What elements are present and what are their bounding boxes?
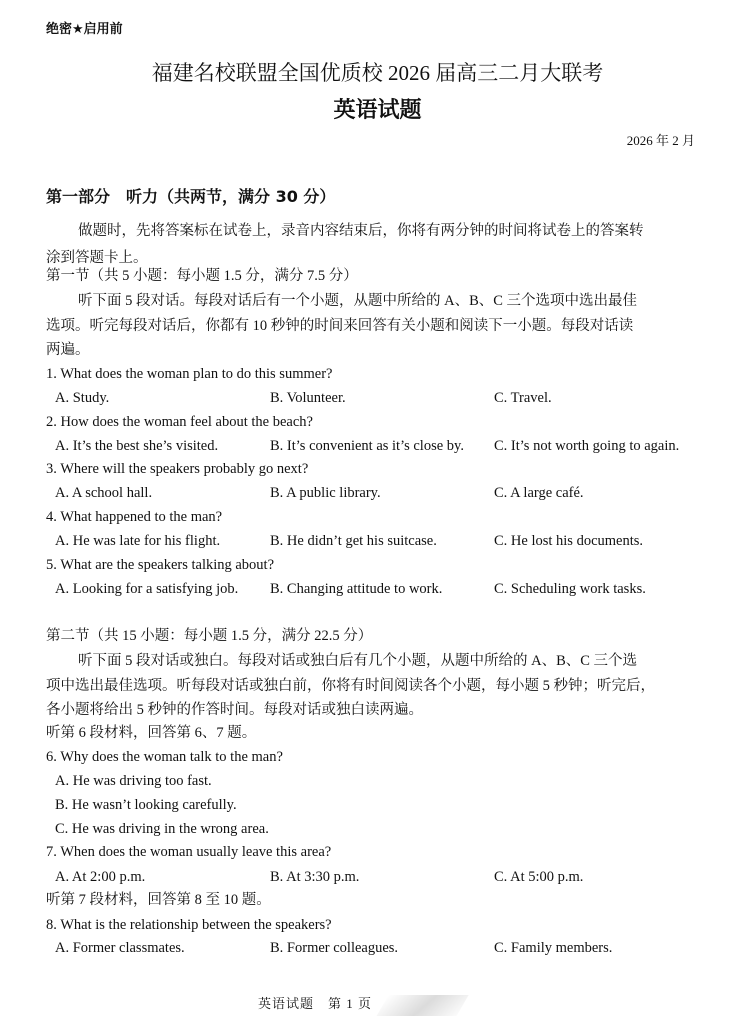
subject-title: 英语试题 [333,98,422,123]
section1-intro-line: 选项。听完每段对话后，你都有 10 秒钟的时间来回答有关小题和阅读下一小题。每段对话读 [46,318,634,334]
option-c: C. It’s not worth going to again. [494,438,680,454]
option-a: A. Study. [55,390,110,406]
section1-heading: 第一节（共 5 小题：每小题 1.5 分，满分 7.5 分） [46,268,358,284]
option-a: A. He was late for his flight. [55,533,221,549]
option-a: A. He was driving too fast. [55,773,212,789]
option-c: C. He was driving in the wrong area. [55,821,269,837]
question-6: 6. Why does the woman talk to the man? [46,749,283,765]
part1-heading: 第一部分 听力（共两节，满分 30 分） [46,187,336,206]
option-a: A. A school hall. [55,485,153,501]
exam-date: 2026 年 2 月 [626,133,695,148]
section2-intro-line: 听下面 5 段对话或独白。每段对话或独白后有几个小题，从题中所给的 A、B、C 三个选 [78,653,638,669]
option-b: B. Volunteer. [270,390,346,406]
option-a: A. Former classmates. [55,940,185,956]
material-7-note: 听第 7 段材料，回答第 8 至 10 题。 [46,892,271,908]
part1-intro-line: 做题时，先将答案标在试卷上，录音内容结束后，你将有两分钟的时间将试卷上的答案转 [78,223,644,239]
option-a: A. It’s the best she’s visited. [55,438,219,454]
section2-heading: 第二节（共 15 小题：每小题 1.5 分，满分 22.5 分） [46,628,373,644]
option-c: C. Travel. [494,390,552,406]
section2-intro-line: 项中选出最佳选项。听每段对话或独白前，你将有时间阅读各个小题，每小题 5 秒钟；听完后， [46,678,655,694]
material-6-note: 听第 6 段材料，回答第 6、7 题。 [46,725,257,741]
section1-intro-line: 听下面 5 段对话。每段对话后有一个小题，从题中所给的 A、B、C 三个选项中选出最佳 [78,293,638,309]
option-b: B. A public library. [270,485,381,501]
option-b: B. At 3:30 p.m. [270,869,360,885]
option-b: B. He didn’t get his suitcase. [270,533,437,549]
option-b: B. He wasn’t looking carefully. [55,797,237,813]
confidential-label: 绝密★启用前 [46,22,123,37]
question-7: 7. When does the woman usually leave this area? [46,844,332,860]
option-b: B. It’s convenient as it’s close by. [270,438,464,454]
section1-intro-line: 两遍。 [46,342,90,358]
question-3: 3. Where will the speakers probably go next? [46,461,309,477]
question-2: 2. How does the woman feel about the beach? [46,414,313,430]
option-c: C. At 5:00 p.m. [494,869,584,885]
page-footer: 英语试题 第 1 页 [258,996,373,1011]
option-c: C. He lost his documents. [494,533,644,549]
option-a: A. At 2:00 p.m. [55,869,146,885]
question-5: 5. What are the speakers talking about? [46,557,275,573]
option-b: B. Former colleagues. [270,940,399,956]
question-1: 1. What does the woman plan to do this summer? [46,366,333,382]
question-4: 4. What happened to the man? [46,509,223,525]
section2-intro-line: 各小题将给出 5 秒钟的作答时间。每段对话或独白读两遍。 [46,702,423,718]
page-curl-shadow [371,995,468,1016]
option-a: A. Looking for a satisfying job. [55,581,239,597]
exam-title: 福建名校联盟全国优质校 2026 届高三二月大联考 [151,61,604,85]
option-c: C. Scheduling work tasks. [494,581,646,597]
part1-intro-line: 涂到答题卡上。 [46,250,148,266]
option-b: B. Changing attitude to work. [270,581,443,597]
question-8: 8. What is the relationship between the speakers? [46,917,332,933]
option-c: C. Family members. [494,940,613,956]
option-c: C. A large café. [494,485,584,501]
